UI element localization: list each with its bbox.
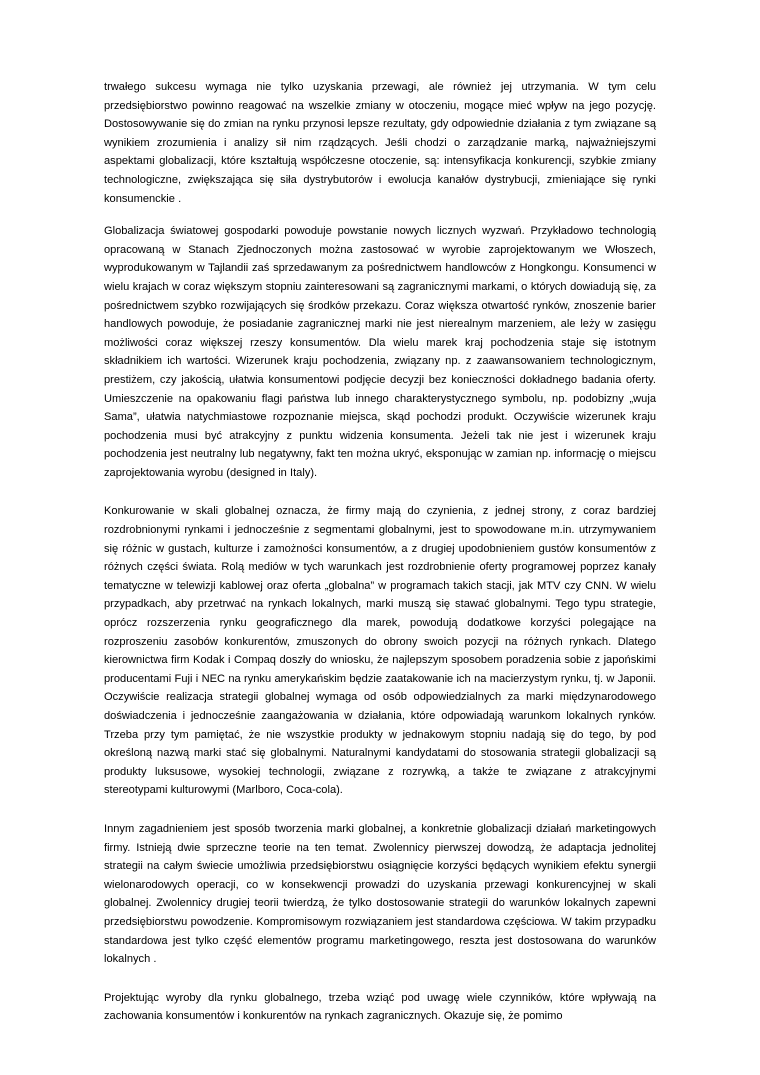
- paragraph: Globalizacja światowej gospodarki powoduje powstanie nowych licznych wyzwań. Przykładowo technologią opracowaną w Stanach Zjednoczonych można zastosować w wyrobie zaprojektowanym we Włoszech, wyprodukowanym w Tajlandii zaś sprzedawanym za pośrednictwem handlowców z Hongkongu. Konsumenci w wielu krajach w coraz większym stopniu zainteresowani są zagranicznymi markami, o których dowiadują się, za pośrednictwem szybko rozwijających się środków przekazu. Coraz większa otwartość rynków, znoszenie barier handlowych powoduje, że posiadanie zagranicznej marki nie jest nierealnym marzeniem, ale leży w zasięgu możliwości coraz większej rzeszy konsumentów. Dla wielu marek kraj pochodzenia staje się istotnym składnikiem ich wartości. Wizerunek kraju pochodzenia, związany np. z zaawansowaniem technologicznym, prestiżem, czy jakością, ułatwia konsumentowi podjęcie decyzji bez konieczności dokładnego badania oferty. Umieszczenie na opakowaniu flagi państwa lub innego charakterystycznego symbolu, np. podobizny „wuja Sama”, ułatwia natychmiastowe rozpoznanie miejsca, skąd pochodzi produkt. Oczywiście wizerunek kraju pochodzenia musi być atrakcyjny z punktu widzenia konsumenta. Jeżeli tak nie jest i wizerunek kraju pochodzenia jest neutralny lub negatywny, fakt ten można ukryć, eksponując w zamian np. informację o miejscu zaprojektowania wyrobu (designed in Italy).: [104, 225, 656, 479]
- paragraph: Innym zagadnieniem jest sposób tworzenia marki globalnej, a konkretnie globalizacji działań marketingowych firmy. Istnieją dwie sprzeczne teorie na ten temat. Zwolennicy pierwszej dowodzą, że adaptacja jednolitej strategii na całym świecie umożliwia przedsiębiorstwu osiągnięcie korzyści będących wynikiem efektu synergii wielonarodowych operacji, co w konsekwencji prowadzi do uzyskania przewagi konkurencyjnej w skali globalnej. Zwolennicy drugiej teorii twierdzą, że tylko dostosowanie strategii do warunków lokalnych zapewni przedsiębiorstwu powodzenie. Kompromisowym rozwiązaniem jest standardowa częściowa. W takim przypadku standardowa jest tylko część elementów programu marketingowego, reszta jest dostosowana do warunków lokalnych .: [104, 822, 656, 966]
- paragraph: trwałego sukcesu wymaga nie tylko uzyskania przewagi, ale również jej utrzymania. W tym celu przedsiębiorstwo powinno reagować na wszelkie zmiany w otoczeniu, mogące mieć wpływ na jego pozycję. Dostosowywanie się do zmian na rynku przynosi lepsze rezultaty, gdy odpowiednie działania z tym związane są wynikiem zrozumienia i analizy sił nim rządzących. Jeśli chodzi o zarządzanie marką, najważniejszymi aspektami globalizacji, które kształtują współczesne otoczenie, są: intensyfikacja konkurencji, szybkie zmiany technologiczne, zwiększająca się siła dystrybutorów i ewolucja kanałów dystrybucji, zmieniające się rynki konsumenckie .: [104, 81, 656, 205]
- document-body: [104, 78, 656, 1026]
- paragraph: Konkurowanie w skali globalnej oznacza, że firmy mają do czynienia, z jednej strony, z coraz bardziej rozdrobnionymi rynkami i jednocześnie z segmentami globalnymi, jest to spowodowane m.in. utrzymywaniem się różnic w gustach, kulturze i zamożności konsumentów, a z drugiej upodobnieniem gustów konsumentów z różnych części świata. Rolą mediów w tych warunkach jest rozdrobnienie oferty programowej poprzez kanały tematyczne w telewizji kablowej oraz oferta „globalna” w programach takich stacji, jak MTV czy CNN. W wielu przypadkach, aby przetrwać na rynkach lokalnych, marki muszą się stawać globalnymi. Tego typu strategie, oprócz rozszerzenia rynku geograficznego dla marek, powodują dodatkowe korzyści polegające na rozproszeniu zasobów konkurentów, zmuszonych do obrony swoich pozycji na różnych rynkach. Dlatego kierownictwa firm Kodak i Compaq doszły do wniosku, że najlepszym sposobem poradzenia sobie z japońskimi producentami Fuji i NEC na rynku amerykańskim będzie zaatakowanie ich na macierzystym rynku, tj. w Japonii. Oczywiście realizacja strategii globalnej wymaga od osób odpowiedzialnych za marki międzynarodowego doświadczenia i jednocześnie zaangażowania w działania, które odpowiadają warunkom lokalnych rynków. Trzeba przy tym pamiętać, że nie wszystkie produkty w jednakowym stopniu nadają się do tego, by pod określoną nazwą marki stać się globalnymi. Naturalnymi kandydatami do stosowania strategii globalizacji są produkty luksusowe, wysokiej technologii, związane z rozrywką, a także te związane z atrakcyjnymi stereotypami kulturowymi (Marlboro, Coca-cola).: [104, 505, 656, 797]
- paragraph: Projektując wyroby dla rynku globalnego, trzeba wziąć pod uwagę wiele czynników, które wpływają na zachowania konsumentów i konkurentów na rynkach zagranicznych. Okazuje się, że pomimo: [104, 991, 656, 1023]
